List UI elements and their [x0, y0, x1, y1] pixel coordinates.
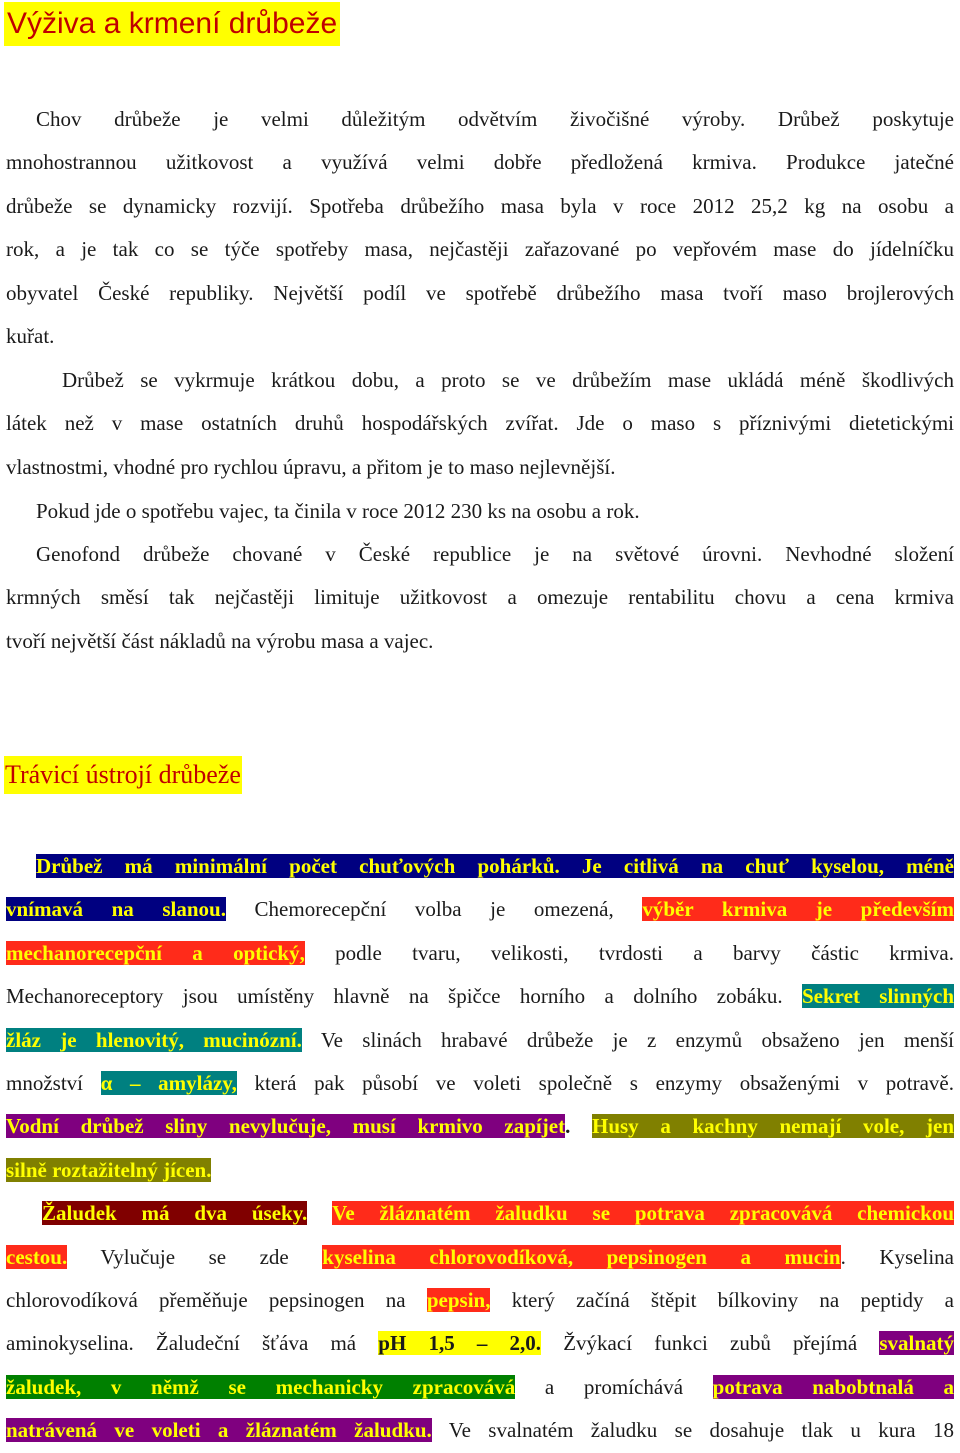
intro-paragraph-4	[6, 533, 954, 663]
text-line	[6, 1192, 954, 1235]
highlight-purple: Vodní drůbež sliny nevylučuje, musí krmivo zapíjet	[6, 1114, 566, 1139]
text-line	[6, 1279, 954, 1322]
plain-text: Chemorecepční volba je omezená,	[225, 897, 643, 922]
text-line: kuřat.	[6, 324, 55, 349]
text-line: vlastnostmi, vhodné pro rychlou úpravu, a přitom je to maso nejlevnější.	[6, 454, 616, 479]
highlight-navy: vnímavá na slanou.	[6, 897, 226, 922]
highlight-dark-red: Žaludek má dva úseky.	[42, 1201, 308, 1226]
text-line	[6, 1236, 954, 1279]
text-line	[6, 845, 954, 888]
highlight-olive: Husy a kachny nemají vole, jen	[591, 1114, 954, 1139]
highlight-navy: Drůbež má minimální počet chuťových pohárků. Je citlivá na chuť kyselou, méně	[36, 854, 954, 878]
plain-text: . Kyselina	[840, 1244, 954, 1269]
highlight-green: žaludek, v němž se mechanicky zpracovává	[6, 1374, 516, 1399]
intro-paragraph-1	[6, 98, 954, 358]
text-line	[6, 1149, 954, 1192]
highlight-olive: silně roztažitelný jícen.	[6, 1157, 212, 1182]
text-line: mnohostrannou užitkovost a využívá velmi dobře předložená krmiva. Produkce jatečné	[6, 150, 954, 175]
intro-paragraph-2	[6, 359, 954, 489]
intro-paragraph-3	[6, 490, 954, 533]
plain-text: která pak působí ve voleti společně s enzymy obsaženými v potravě.	[236, 1071, 954, 1096]
highlight-teal: α – amylázy,	[100, 1071, 237, 1096]
text-line: krmných směsí tak nejčastěji limituje užitkovost a omezuje rentabilitu chovu a cena krmiva	[6, 585, 954, 610]
plain-text: podle tvaru, velikosti, tvrdosti a barvy částic krmiva.	[304, 940, 954, 965]
text-line	[6, 932, 954, 975]
plain-text: Vylučuje se zde	[67, 1244, 323, 1269]
plain-text	[307, 1201, 332, 1225]
text-line: Genofond drůbeže chované v České republice je na světové úrovni. Nevhodné složení	[36, 542, 954, 566]
text-line	[6, 1105, 954, 1148]
text-line: drůbeže se dynamicky rozvijí. Spotřeba drůbežího masa byla v roce 2012 25,2 kg na osobu a	[6, 193, 954, 218]
digestive-paragraph	[6, 845, 954, 1453]
highlight-teal: žláz je hlenovitý, mucinózní.	[6, 1027, 302, 1052]
highlight-purple: potrava nabobtnalá a	[712, 1374, 955, 1399]
page-title: Výživa a krmení drůbeže	[4, 2, 340, 46]
plain-text: chlorovodíková přeměňuje pepsinogen na	[6, 1288, 427, 1313]
text-line	[6, 1062, 954, 1105]
highlight-red: mechanorecepční a optický,	[6, 940, 305, 965]
text-line: Chov drůbeže je velmi důležitým odvětvím živočišné výroby. Drůbež poskytuje	[36, 107, 954, 131]
plain-text: který začíná štěpit bílkoviny na peptidy a	[490, 1288, 954, 1313]
highlight-red: pepsin,	[426, 1288, 491, 1313]
text-line	[6, 1366, 954, 1409]
text-line	[6, 975, 954, 1018]
text-line: rok, a je tak co se týče spotřeby masa, nejčastěji zařazované po vepřovém mase do jídelníčku	[6, 237, 954, 262]
highlight-teal: Sekret slinných	[802, 984, 954, 1009]
text-line: Drůbež se vykrmuje krátkou dobu, a proto se ve drůbežím mase ukládá méně škodlivých	[62, 368, 954, 392]
highlight-yellow: pH 1,5 – 2,0.	[378, 1331, 542, 1356]
plain-text: .	[565, 1114, 592, 1139]
section-heading: Trávicí ústrojí drůbeže	[4, 756, 242, 794]
text-line: obyvatel České republiky. Největší podíl ve spotřebě drůbežího masa tvoří maso brojlerových	[6, 280, 954, 305]
plain-text: Žvýkací funkci zubů přejímá	[541, 1331, 880, 1356]
text-line	[6, 1322, 954, 1365]
highlight-red: cestou.	[6, 1244, 68, 1269]
text-line	[6, 1409, 954, 1452]
plain-text: Mechanoreceptory jsou umístěny hlavně na špičce horního a dolního zobáku.	[6, 984, 802, 1009]
highlight-red: výběr krmiva je především	[642, 897, 954, 922]
highlight-red: Ve žláznatém žaludku se potrava zpracovává chemickou	[332, 1201, 954, 1226]
text-line	[6, 888, 954, 931]
plain-text: aminokyselina. Žaludeční šťáva má	[6, 1331, 379, 1356]
highlight-purple: svalnatý	[879, 1331, 954, 1356]
highlight-red: kyselina chlorovodíková, pepsinogen a mucin	[322, 1244, 841, 1269]
highlight-purple: natrávená ve voleti a žláznatém žaludku.	[6, 1418, 432, 1443]
text-line: látek než v mase ostatních druhů hospodářských zvířat. Jde o maso s příznivými dietetickými	[6, 411, 954, 436]
text-line	[6, 1019, 954, 1062]
plain-text: Ve slinách hrabavé drůbeže je z enzymů obsaženo jen menší	[301, 1027, 954, 1052]
text-line: tvoří největší část nákladů na výrobu masa a vajec.	[6, 628, 434, 653]
text-line: Pokud jde o spotřebu vajec, ta činila v roce 2012 230 ks na osobu a rok.	[36, 499, 640, 523]
plain-text: a promíchává	[515, 1374, 713, 1399]
plain-text: Ve svalnatém žaludku se dosahuje tlak u kura 18	[431, 1418, 954, 1443]
plain-text: množství	[6, 1071, 101, 1096]
